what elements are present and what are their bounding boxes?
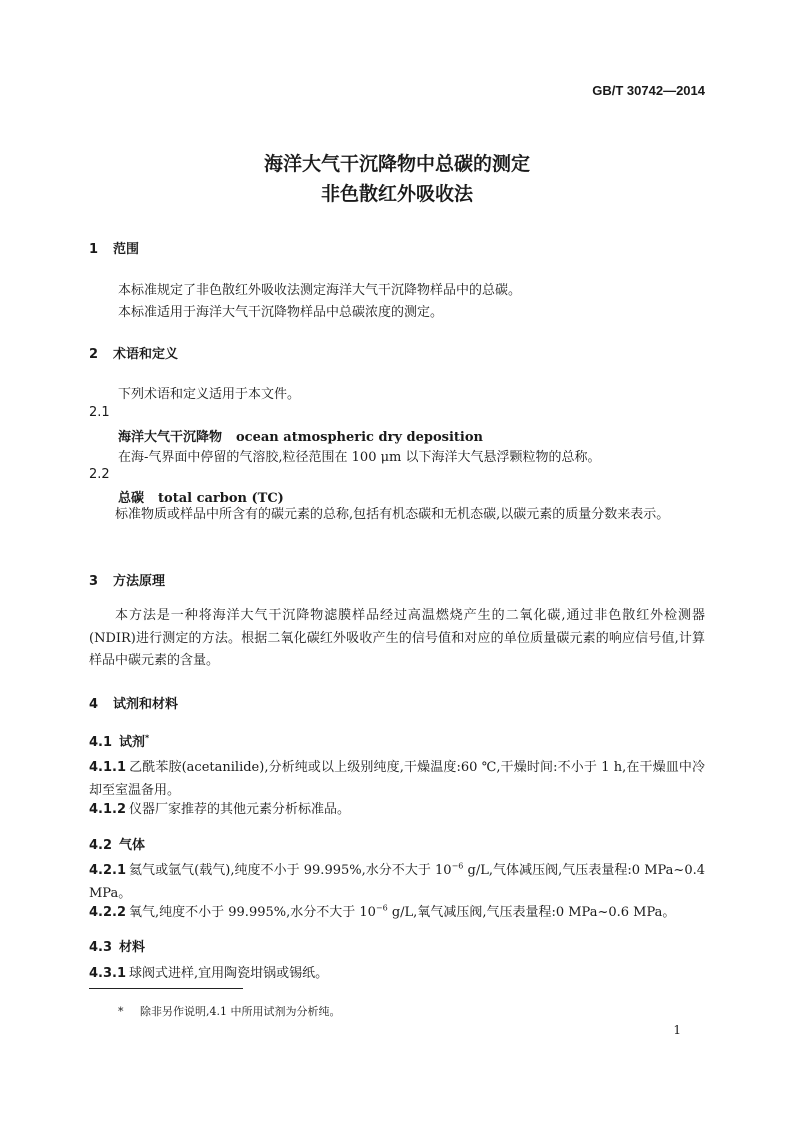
list-item (89, 757, 705, 802)
term-zh: 总碳 (118, 491, 145, 506)
term-zh: 海洋大气干沉降物 (118, 430, 223, 445)
item-number: 4.2.2 (89, 905, 127, 920)
item-number: 4.3.1 (89, 966, 127, 981)
item-number: 4.1.2 (89, 802, 127, 817)
subsection-number: 4.3 (89, 940, 113, 955)
subsection-4-1-heading (89, 731, 149, 750)
footnote (118, 1003, 341, 1019)
section-title: 方法原理 (113, 574, 166, 589)
footnote-rule (89, 988, 243, 989)
list-item (89, 860, 705, 905)
term-definition: 标准物质或样品中所含有的碳元素的总称,包括有机态碳和无机态碳,以碳元素的质量分数来表示。 (115, 507, 670, 522)
footnote-text: 除非另作说明,4.1 中所用试剂为分析纯。 (140, 1005, 341, 1018)
item-number: 4.1.1 (89, 760, 127, 775)
item-text-end: g/L,气体减压阀,气压表量程:0 MPa~0.4 MPa。 (89, 863, 705, 901)
term-number: 2.2 (89, 467, 110, 482)
section-1-heading (89, 238, 139, 257)
subsection-number: 4.1 (89, 735, 113, 750)
paragraph: 本标准适用于海洋大气干沉降物样品中总碳浓度的测定。 (118, 305, 444, 320)
term-definition: 在海-气界面中停留的气溶胶,粒径范围在 100 μm 以下海洋大气悬浮颗粒物的总称。 (118, 450, 601, 465)
paragraph: 本标准规定了非色散红外吸收法测定海洋大气干沉降物样品中的总碳。 (118, 283, 522, 298)
footnote-marker: * (118, 1005, 124, 1018)
subsection-title: 试剂 (119, 735, 146, 750)
term-en: total carbon (TC) (158, 491, 284, 506)
paragraph: 下列术语和定义适用于本文件。 (118, 387, 301, 402)
exponent: −6 (375, 903, 388, 913)
item-text: 球阀式进样,宜用陶瓷坩锅或锡纸。 (129, 966, 329, 981)
page-number: 1 (673, 1023, 681, 1037)
section-4-heading (89, 693, 178, 712)
section-title: 术语和定义 (113, 347, 179, 362)
section-number: 1 (89, 242, 99, 257)
section-3-heading (89, 570, 165, 589)
item-text: 仪器厂家推荐的其他元素分析标准品。 (129, 802, 351, 817)
subsection-title: 气体 (119, 838, 146, 853)
section-2-heading (89, 343, 178, 362)
section-number: 4 (89, 697, 99, 712)
term-number: 2.1 (89, 405, 110, 420)
section-number: 3 (89, 574, 99, 589)
footnote-marker: * (145, 733, 150, 743)
section-number: 2 (89, 347, 99, 362)
list-item (89, 799, 705, 822)
subsection-number: 4.2 (89, 838, 113, 853)
exponent: −6 (451, 861, 464, 871)
paragraph: 本方法是一种将海洋大气干沉降物滤膜样品经过高温燃烧产生的二氧化碳,通过非色散红外检测器(NDIR)进行测定的方法。根据二氧化碳红外吸收产生的信号值和对应的单位质量碳元素的响应信号值,计算样品中碳元素的含量。 (89, 608, 705, 668)
item-number: 4.2.1 (89, 863, 127, 878)
term-en: ocean atmospheric dry deposition (236, 430, 483, 445)
item-text: 乙酰苯胺(acetanilide),分析纯或以上级别纯度,干燥温度:60 ℃,干燥时间:不小于 1 h,在干燥皿中冷却至室温备用。 (89, 760, 705, 798)
document-title: 海洋大气干沉降物中总碳的测定 (263, 153, 530, 175)
section-title: 范围 (113, 242, 140, 257)
item-text-start: 氧气,纯度不小于 99.995%,水分不大于 10 (129, 905, 376, 920)
item-text-end: g/L,氧气减压阀,气压表量程:0 MPa~0.6 MPa。 (387, 905, 676, 920)
term-entry (118, 426, 483, 445)
section-title: 试剂和材料 (113, 697, 179, 712)
list-item (89, 963, 705, 986)
subsection-4-2-heading (89, 834, 145, 853)
list-item (89, 902, 705, 925)
item-text-start: 氦气或氩气(载气),纯度不小于 99.995%,水分不大于 10 (129, 863, 452, 878)
subsection-title: 材料 (119, 940, 146, 955)
subsection-4-3-heading (89, 936, 145, 955)
document-subtitle: 非色散红外吸收法 (320, 183, 473, 205)
standard-code: GB/T 30742—2014 (592, 83, 705, 98)
